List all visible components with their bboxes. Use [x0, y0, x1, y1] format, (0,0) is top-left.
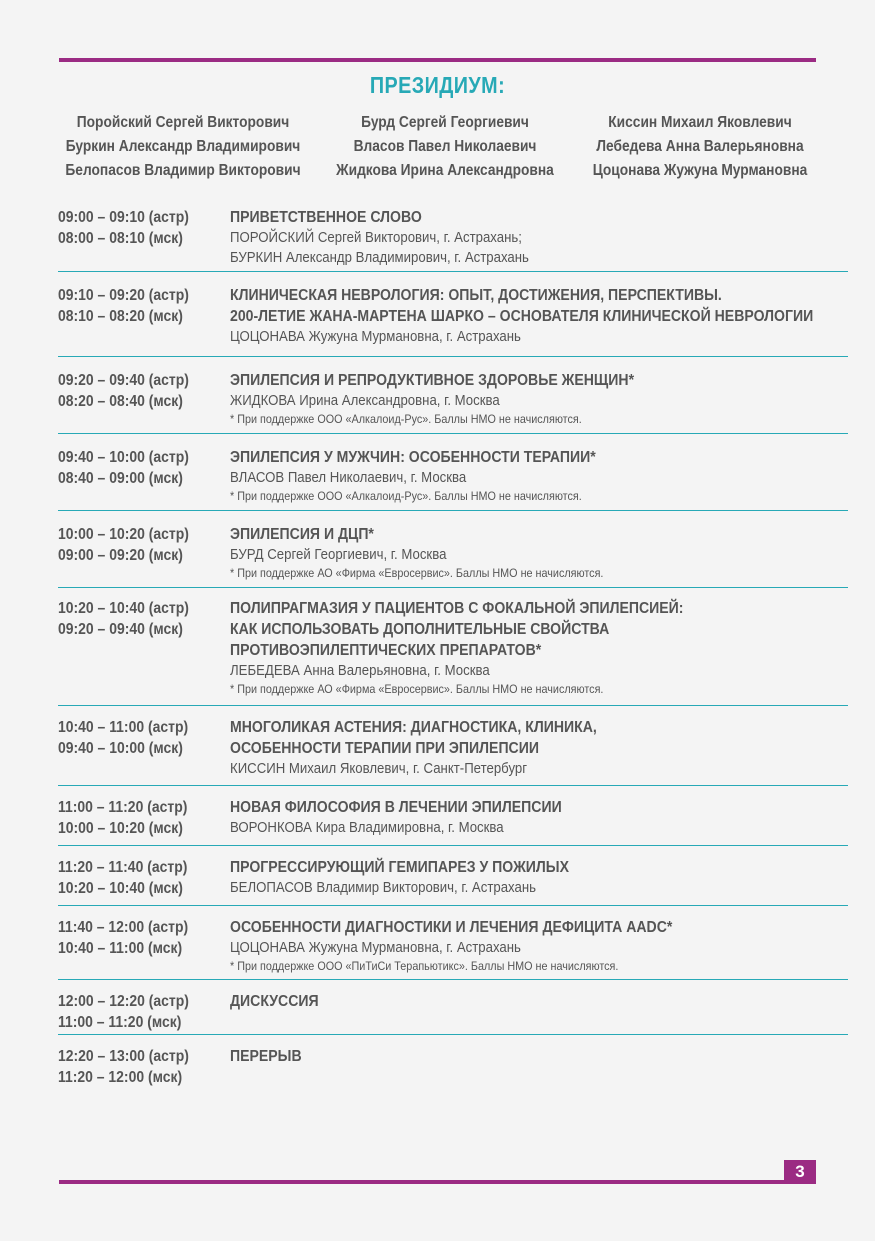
session-speaker: ЦОЦОНАВА Жужуна Мурмановна, г. Астрахань — [230, 328, 521, 345]
presidium-member: Лебедева Анна Валерьяновна — [596, 138, 804, 155]
time-astrakhan: 09:40 – 10:00 (астр) — [58, 449, 189, 466]
presidium-column-2 — [300, 111, 590, 183]
session-content — [230, 598, 848, 698]
time-astrakhan: 10:20 – 10:40 (астр) — [58, 600, 189, 617]
time-moscow: 09:20 – 09:40 (мск) — [58, 621, 183, 638]
session-content — [230, 524, 848, 582]
session-speaker: ЦОЦОНАВА Жужуна Мурмановна, г. Астрахань — [230, 939, 521, 956]
session-time — [58, 991, 223, 1033]
session-speaker: БЕЛОПАСОВ Владимир Викторович, г. Астрахань — [230, 879, 537, 896]
sponsor-note: * При поддержке ООО «Алкалоид-Рус». Баллы НМО не начисляются. — [230, 489, 582, 503]
session-title: ПРОГРЕССИРУЮЩИЙ ГЕМИПАРЕЗ У ПОЖИЛЫХ — [230, 859, 569, 876]
time-moscow: 09:40 – 10:00 (мск) — [58, 740, 183, 757]
program-row — [58, 786, 848, 846]
program-row — [58, 434, 848, 511]
top-divider — [59, 58, 816, 62]
program-row — [58, 203, 848, 272]
program-row — [58, 357, 848, 434]
program-row — [58, 511, 848, 588]
presidium-column-3 — [555, 111, 845, 183]
session-speaker: ПОРОЙСКИЙ Сергей Викторович, г. Астрахань; — [230, 229, 522, 246]
presidium-member: Жидкова Ирина Александровна — [336, 162, 554, 179]
time-astrakhan: 12:20 – 13:00 (астр) — [58, 1048, 189, 1065]
time-astrakhan: 09:10 – 09:20 (астр) — [58, 287, 189, 304]
sponsor-note: * При поддержке АО «Фирма «Евросервис». Баллы НМО не начисляются. — [230, 566, 604, 580]
program-row — [58, 706, 848, 786]
session-content — [230, 917, 848, 975]
session-title: ПЕРЕРЫВ — [230, 1048, 302, 1065]
time-moscow: 10:00 – 10:20 (мск) — [58, 820, 183, 837]
presidium-member: Буркин Александр Владимирович — [65, 138, 301, 155]
time-moscow: 08:20 – 08:40 (мск) — [58, 393, 183, 410]
session-title: ПОЛИПРАГМАЗИЯ У ПАЦИЕНТОВ С ФОКАЛЬНОЙ ЭПИЛЕПСИЕЙ: — [230, 600, 684, 617]
presidium-member: Белопасов Владимир Викторович — [65, 162, 301, 179]
session-content — [230, 1046, 848, 1067]
session-title: ОСОБЕННОСТИ ТЕРАПИИ ПРИ ЭПИЛЕПСИИ — [230, 740, 539, 757]
session-time — [58, 1046, 223, 1088]
program-schedule — [58, 203, 848, 1095]
session-title: ЭПИЛЕПСИЯ И РЕПРОДУКТИВНОЕ ЗДОРОВЬЕ ЖЕНЩИН* — [230, 372, 635, 389]
session-time — [58, 857, 223, 899]
session-title: ПРОТИВОЭПИЛЕПТИЧЕСКИХ ПРЕПАРАТОВ* — [230, 642, 542, 659]
session-content — [230, 991, 848, 1012]
presidium-member: Власов Павел Николаевич — [353, 138, 537, 155]
bottom-divider — [59, 1180, 816, 1184]
time-astrakhan: 12:00 – 12:20 (астр) — [58, 993, 189, 1010]
page-number: 3 — [784, 1160, 816, 1184]
presidium-member: Бурд Сергей Георгиевич — [361, 114, 529, 131]
session-time — [58, 370, 223, 412]
session-speaker: БУРКИН Александр Владимирович, г. Астрахань — [230, 249, 529, 266]
program-row — [58, 272, 848, 357]
time-astrakhan: 11:40 – 12:00 (астр) — [58, 919, 189, 936]
session-title: ПРИВЕТСТВЕННОЕ СЛОВО — [230, 209, 422, 226]
session-content — [230, 370, 848, 428]
session-time — [58, 524, 223, 566]
sponsor-note: * При поддержке ООО «ПиТиСи Терапьютикс». Баллы НМО не начисляются. — [230, 959, 619, 973]
time-moscow: 09:00 – 09:20 (мск) — [58, 547, 183, 564]
session-speaker: КИССИН Михаил Яковлевич, г. Санкт-Петербург — [230, 760, 528, 777]
time-astrakhan: 11:00 – 11:20 (астр) — [58, 799, 188, 816]
session-time — [58, 207, 223, 249]
session-title: ЭПИЛЕПСИЯ У МУЖЧИН: ОСОБЕННОСТИ ТЕРАПИИ* — [230, 449, 596, 466]
time-moscow: 10:40 – 11:00 (мск) — [58, 940, 183, 957]
session-content — [230, 797, 848, 838]
session-time — [58, 598, 223, 640]
session-title: ЭПИЛЕПСИЯ И ДЦП* — [230, 526, 374, 543]
program-row — [58, 588, 848, 706]
sponsor-note: * При поддержке ООО «Алкалоид-Рус». Баллы НМО не начисляются. — [230, 412, 582, 426]
session-content — [230, 717, 848, 779]
presidium-column-1 — [38, 111, 328, 183]
time-astrakhan: 09:00 – 09:10 (астр) — [58, 209, 189, 226]
session-title: НОВАЯ ФИЛОСОФИЯ В ЛЕЧЕНИИ ЭПИЛЕПСИИ — [230, 799, 562, 816]
program-row — [58, 980, 848, 1035]
time-moscow: 08:00 – 08:10 (мск) — [58, 230, 183, 247]
presidium-member: Поройский Сергей Викторович — [76, 114, 290, 131]
session-title: ДИСКУССИЯ — [230, 993, 319, 1010]
time-moscow: 11:00 – 11:20 (мск) — [58, 1014, 182, 1031]
time-astrakhan: 09:20 – 09:40 (астр) — [58, 372, 189, 389]
session-time — [58, 797, 223, 839]
presidium-title: ПРЕЗИДИУМ: — [369, 72, 506, 98]
session-content — [230, 285, 848, 347]
session-title: КЛИНИЧЕСКАЯ НЕВРОЛОГИЯ: ОПЫТ, ДОСТИЖЕНИЯ, ПЕРСПЕКТИВЫ. — [230, 287, 722, 304]
session-speaker: ЛЕБЕДЕВА Анна Валерьяновна, г. Москва — [230, 662, 490, 679]
session-time — [58, 717, 223, 759]
time-astrakhan: 10:00 – 10:20 (астр) — [58, 526, 189, 543]
session-speaker: ВОРОНКОВА Кира Владимировна, г. Москва — [230, 819, 504, 836]
session-time — [58, 917, 223, 959]
time-moscow: 10:20 – 10:40 (мск) — [58, 880, 183, 897]
time-moscow: 08:10 – 08:20 (мск) — [58, 308, 183, 325]
session-speaker: БУРД Сергей Георгиевич, г. Москва — [230, 546, 447, 563]
presidium-member: Цоцонава Жужуна Мурмановна — [592, 162, 808, 179]
time-moscow: 08:40 – 09:00 (мск) — [58, 470, 183, 487]
session-title: 200-ЛЕТИЕ ЖАНА-МАРТЕНА ШАРКО – ОСНОВАТЕЛЯ КЛИНИЧЕСКОЙ НЕВРОЛОГИИ — [230, 308, 814, 325]
session-title: ОСОБЕННОСТИ ДИАГНОСТИКИ И ЛЕЧЕНИЯ ДЕФИЦИТА AADC* — [230, 919, 673, 936]
session-title: КАК ИСПОЛЬЗОВАТЬ ДОПОЛНИТЕЛЬНЫЕ СВОЙСТВА — [230, 621, 610, 638]
time-astrakhan: 10:40 – 11:00 (астр) — [58, 719, 189, 736]
sponsor-note: * При поддержке АО «Фирма «Евросервис». Баллы НМО не начисляются. — [230, 682, 604, 696]
session-speaker: ВЛАСОВ Павел Николаевич, г. Москва — [230, 469, 467, 486]
session-time — [58, 285, 223, 327]
time-astrakhan: 11:20 – 11:40 (астр) — [58, 859, 188, 876]
session-speaker: ЖИДКОВА Ирина Александровна, г. Москва — [230, 392, 500, 409]
session-content — [230, 447, 848, 505]
session-content — [230, 857, 848, 898]
program-row — [58, 1035, 848, 1095]
time-moscow: 11:20 – 12:00 (мск) — [58, 1069, 183, 1086]
presidium-member: Киссин Михаил Яковлевич — [608, 114, 792, 131]
session-content — [230, 207, 848, 268]
session-title: МНОГОЛИКАЯ АСТЕНИЯ: ДИАГНОСТИКА, КЛИНИКА, — [230, 719, 597, 736]
program-row — [58, 846, 848, 906]
session-time — [58, 447, 223, 489]
program-row — [58, 906, 848, 980]
